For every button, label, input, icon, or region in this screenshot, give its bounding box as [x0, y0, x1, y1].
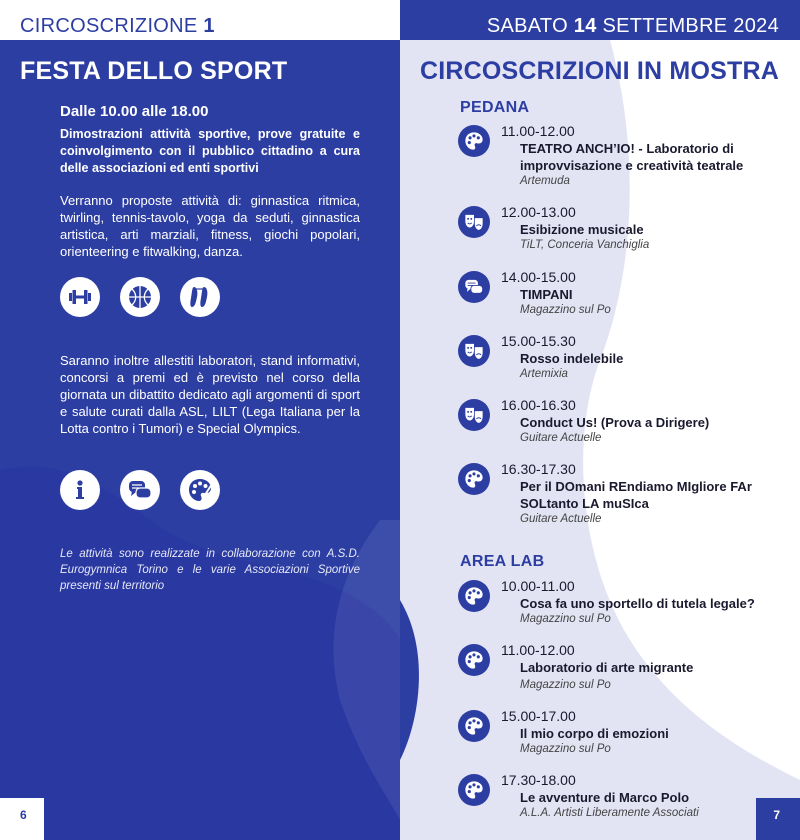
left-header-number: 1 — [203, 15, 215, 37]
event-item — [458, 644, 758, 704]
event-title: TEATRO ANCH’IO! - Laboratorio di improvvisazione e creatività teatrale — [520, 141, 744, 173]
left-header-prefix: CIRCOSCRIZIONE — [20, 15, 204, 37]
palette-icon — [458, 125, 490, 157]
event-organizer: TiLT, Conceria Vanchiglia — [520, 239, 650, 251]
event-time: 11.00-12.00 — [501, 123, 575, 139]
event-item — [458, 580, 758, 640]
activities-paragraph: Verranno proposte attività di: ginnastica ritmica, twirling, tennis-tavolo, yoga da seduti, ginnastica artistica, arti marziali, fitness, giochi popolari, orienteering e fitwalking, danza. — [60, 193, 360, 259]
event-item — [458, 271, 758, 331]
dumbbell-icon — [60, 277, 100, 317]
event-organizer: A.L.A. Artisti Liberamente Associati — [520, 807, 699, 819]
event-time: 16.30-17.30 — [501, 461, 576, 477]
event-title: Cosa fa uno sportello di tutela legale? — [520, 596, 755, 611]
chat-bubbles-icon — [120, 470, 160, 510]
event-time: 10.00-11.00 — [501, 578, 575, 594]
event-time: 16.00-16.30 — [501, 397, 576, 413]
event-organizer: Magazzino sul Po — [520, 743, 611, 755]
event-item — [458, 335, 758, 395]
palette-icon — [458, 463, 490, 495]
sport-icons-row — [60, 277, 220, 317]
event-item — [458, 774, 758, 834]
palette-icon — [458, 644, 490, 676]
event-item — [458, 399, 758, 459]
left-header — [0, 0, 400, 40]
palette-icon — [458, 710, 490, 742]
event-time: 17.30-18.00 — [501, 772, 576, 788]
right-page — [400, 0, 800, 840]
event-organizer: Artemuda — [520, 175, 570, 187]
event-title: Rosso indelebile — [520, 351, 624, 366]
right-header-prefix: SABATO — [486, 15, 574, 37]
left-page-title: FESTA DELLO SPORT — [20, 57, 288, 85]
section-title-pedana: PEDANA — [460, 99, 530, 116]
event-title: Il mio corpo di emozioni — [520, 726, 669, 741]
event-title: Conduct Us! (Prova a Dirigere) — [520, 415, 710, 430]
right-page-number: 7 — [773, 808, 780, 822]
event-time: 12.00-13.00 — [501, 204, 576, 220]
collaboration-note: Le attività sono realizzate in collaborazione con A.S.D. Eurogymnica Torino e le varie Associazioni Sportive presenti sul territorio — [60, 548, 360, 592]
event-title: Per il DOmani REndiamo MIgliore FAr SOLtanto LA muSIca — [520, 479, 752, 511]
event-time: 11.00-12.00 — [501, 642, 575, 658]
event-item — [458, 710, 758, 770]
event-title: Le avventure di Marco Polo — [520, 790, 690, 805]
theater-masks-icon — [458, 399, 490, 431]
right-page-title: CIRCOSCRIZIONI IN MOSTRA — [420, 57, 779, 85]
event-item — [458, 463, 758, 523]
chat-bubbles-icon — [458, 271, 490, 303]
left-page-number: 6 — [20, 808, 27, 822]
event-time: 15.00-17.00 — [501, 708, 576, 724]
theater-masks-icon — [458, 335, 490, 367]
palette-icon — [180, 470, 220, 510]
theater-masks-icon — [458, 206, 490, 238]
info-icons-row — [60, 470, 220, 510]
right-header — [400, 0, 800, 40]
palette-icon — [458, 580, 490, 612]
event-organizer: Magazzino sul Po — [520, 679, 611, 691]
info-icon — [60, 470, 100, 510]
event-organizer: Guitare Actuelle — [520, 432, 602, 444]
event-time: 15.00-15.30 — [501, 333, 576, 349]
event-time: 14.00-15.00 — [501, 269, 576, 285]
demo-description: Dimostrazioni attività sportive, prove gratuite e coinvolgimento con il pubblico cittadino a cura delle associazioni ed enti sportivi — [60, 127, 360, 175]
section-title-area-lab: AREA LAB — [460, 553, 545, 570]
event-item — [458, 125, 758, 185]
right-header-day: 14 — [573, 15, 597, 37]
palette-icon — [458, 774, 490, 806]
basketball-icon — [120, 277, 160, 317]
event-organizer: Magazzino sul Po — [520, 613, 611, 625]
event-organizer: Magazzino sul Po — [520, 304, 611, 316]
event-organizer: Guitare Actuelle — [520, 513, 602, 525]
event-hours: Dalle 10.00 alle 18.00 — [60, 103, 209, 120]
right-header-suffix: SETTEMBRE 2024 — [596, 15, 779, 37]
event-organizer: Artemixia — [520, 368, 568, 380]
event-title: Laboratorio di arte migrante — [520, 660, 694, 675]
ballet-shoes-icon — [180, 277, 220, 317]
labs-paragraph: Saranno inoltre allestiti laboratori, stand informativi, concorsi a premi ed è previsto nel corso della giornata un dibattito dedicato agli argomenti di sport e salute curati dalla ASL, LILT (Lega Italiana per la Lotta contro i Tumori) e Special Olympics. — [60, 353, 360, 436]
event-title: Esibizione musicale — [520, 222, 644, 237]
event-item — [458, 206, 758, 266]
event-title: TIMPANI — [520, 287, 573, 302]
